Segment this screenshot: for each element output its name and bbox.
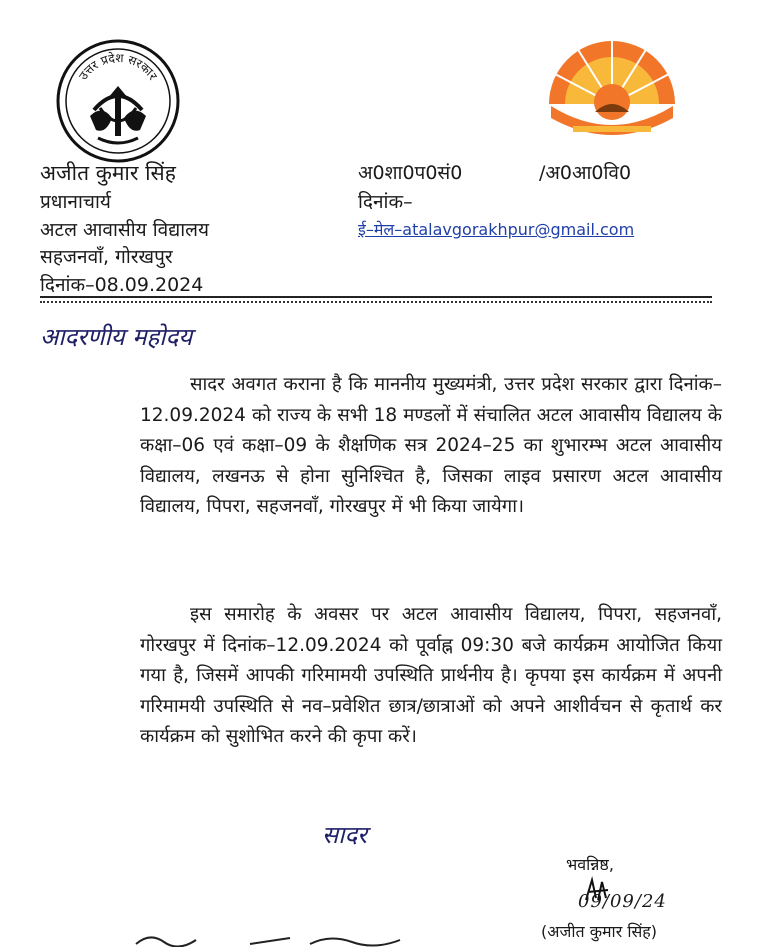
- sender-designation: प्रधानाचार्य: [40, 191, 111, 213]
- cut-off-handwriting: [130, 930, 420, 947]
- emblem-text: उत्तर प्रदेश सरकार: [76, 50, 161, 83]
- body-paragraph-1-text: सादर अवगत कराना है कि माननीय मुख्यमंत्री, उत्तर प्रदेश सरकार द्वारा दिनांक– 12.09.2024 को राज्य के सभी 18 मण्डलों में संचालित अटल आवासीय विद्यालय के कक्षा–06 एवं कक्षा–09 के शैक्षणिक सत्र 2024–25 का शुभारम्भ अटल आवासीय विद्यालय, लखनऊ से होना सुनिश्चित है, जिसका लाइव प्रसारण अटल आवासीय विद्यालय, पिपरा, सहजनवाँ, गोरखपुर में भी किया जायेगा।: [140, 374, 722, 517]
- body-paragraph-2: [140, 600, 722, 753]
- up-government-emblem: [50, 38, 185, 163]
- school-address: सहजनवाँ, गोरखपुर: [40, 246, 173, 268]
- header-divider-dotted: [40, 301, 712, 303]
- body-paragraph-2-text: इस समारोह के अवसर पर अटल आवासीय विद्यालय, पिपरा, सहजनवाँ, गोरखपुर में दिनांक–12.09.2024 को पूर्वाह्न 09:30 बजे कार्यक्रम आयोजित किया गया है, जिसमें आपकी गरिमामयी उपस्थिति प्रार्थनीय है। कृपया इस कार्यक्रम में अपनी गरिमामयी उपस्थिति से नव–प्रवेशित छात्र/छात्राओं को अपने आशीर्वचन से कृतार्थ कर कार्यक्रम को सुशोभित करने की कृपा करें।: [140, 604, 722, 747]
- school-name: अटल आवासीय विद्यालय: [40, 219, 210, 241]
- sender-name: अजीत कुमार सिंह: [40, 161, 176, 185]
- salutation: आदरणीय महोदय: [40, 323, 193, 351]
- svg-text:उत्तर प्रदेश सरकार: [76, 51, 161, 83]
- closing-regards: भवन्निष्ठ,: [566, 855, 614, 874]
- header-divider: [40, 296, 712, 298]
- email-link[interactable]: ई–मेल–atalavgorakhpur@gmail.com: [358, 220, 635, 239]
- signature-date: 09/09/24: [578, 891, 667, 912]
- body-paragraph-1: [140, 370, 722, 523]
- signatory-name: (अजीत कुमार सिंह): [541, 922, 658, 941]
- reference-suffix: /अ0आ0वि0: [539, 162, 632, 184]
- letter-date: दिनांक–08.09.2024: [40, 274, 204, 296]
- reference-date-label: दिनांक–: [358, 191, 413, 213]
- reference-number: अ0शा0प0सं0: [358, 162, 463, 184]
- school-logo: [543, 26, 681, 144]
- handwritten-saadar: सादर: [322, 821, 367, 849]
